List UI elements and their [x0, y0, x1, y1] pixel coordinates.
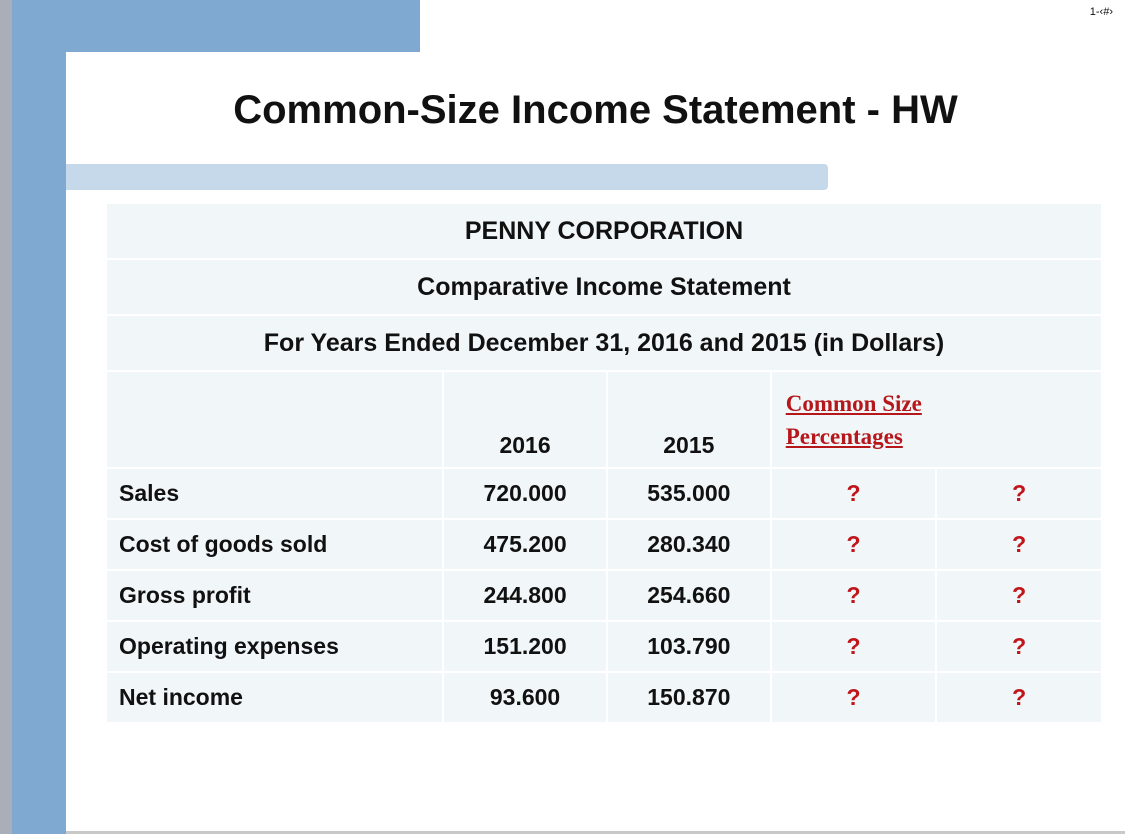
- percent-2015: ?: [937, 673, 1101, 722]
- percent-2016: ?: [772, 520, 936, 569]
- table-row: [107, 520, 1101, 569]
- row-label: Net income: [107, 673, 442, 722]
- value-2016: 244.800: [444, 571, 606, 620]
- percent-2015: ?: [937, 622, 1101, 671]
- company-row: [107, 204, 1101, 258]
- value-2016: 475.200: [444, 520, 606, 569]
- percent-2015: ?: [937, 520, 1101, 569]
- percent-2016: ?: [772, 673, 936, 722]
- row-label: Cost of goods sold: [107, 520, 442, 569]
- value-2015: 535.000: [608, 469, 770, 518]
- column-header-2016: 2016: [444, 372, 606, 467]
- period-row: [107, 316, 1101, 370]
- table-row: [107, 469, 1101, 518]
- blank-header-cell: [107, 372, 442, 467]
- table-row: [107, 673, 1101, 722]
- table-row: [107, 622, 1101, 671]
- column-header-row: [107, 372, 1101, 467]
- value-2016: 720.000: [444, 469, 606, 518]
- value-2015: 103.790: [608, 622, 770, 671]
- top-blue-band: [12, 0, 420, 52]
- statement-period: For Years Ended December 31, 2016 and 2015 (in Dollars): [107, 316, 1101, 370]
- left-blue-band: [12, 0, 66, 834]
- row-label: Gross profit: [107, 571, 442, 620]
- value-2015: 254.660: [608, 571, 770, 620]
- row-label: Sales: [107, 469, 442, 518]
- percent-2016: ?: [772, 469, 936, 518]
- slide-number: 1-‹#›: [1089, 6, 1113, 18]
- slide-title: Common-Size Income Statement - HW: [233, 88, 958, 132]
- row-label: Operating expenses: [107, 622, 442, 671]
- statement-name-row: [107, 260, 1101, 314]
- value-2015: 150.870: [608, 673, 770, 722]
- percent-2015: ?: [937, 571, 1101, 620]
- common-size-header-line1: Common Size: [785, 390, 922, 416]
- company-name: PENNY CORPORATION: [107, 204, 1101, 258]
- value-2015: 280.340: [608, 520, 770, 569]
- statement-name: Comparative Income Statement: [107, 260, 1101, 314]
- percent-2016: ?: [772, 622, 936, 671]
- common-size-header-line2: Percentages: [785, 423, 903, 449]
- percent-2016: ?: [772, 571, 936, 620]
- value-2016: 93.600: [444, 673, 606, 722]
- value-2016: 151.200: [444, 622, 606, 671]
- percent-2015: ?: [937, 469, 1101, 518]
- column-header-2015: 2015: [608, 372, 770, 467]
- left-gray-strip: [0, 0, 12, 834]
- title-underline-bar: [66, 164, 828, 190]
- table-row: [107, 571, 1101, 620]
- common-size-header: [772, 372, 1101, 467]
- income-statement-table: [105, 202, 1103, 724]
